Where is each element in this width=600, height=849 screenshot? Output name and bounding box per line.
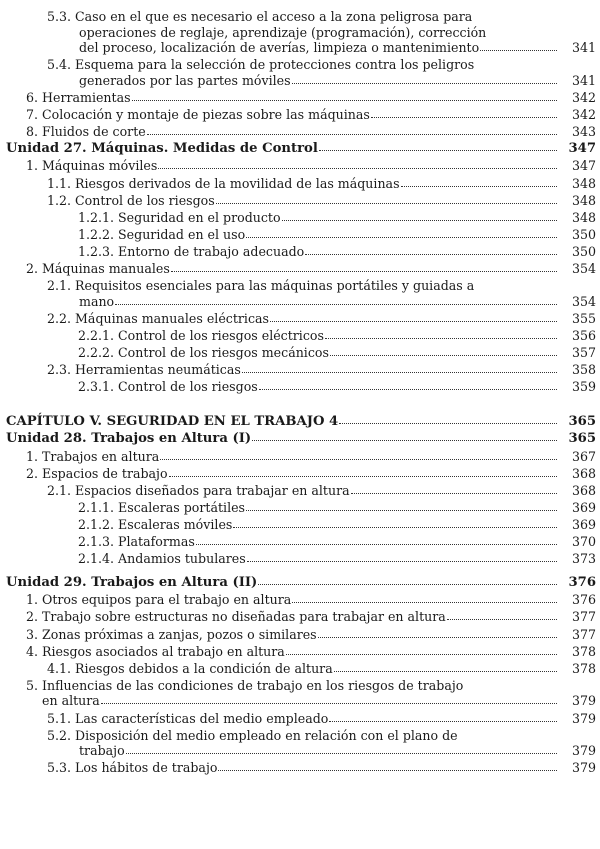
toc-entry-title: 2.1. Requisitos esenciales para las máquinas portátiles y guiadas a: [47, 278, 475, 294]
toc-entry-title: Unidad 29. Trabajos en Altura (II): [6, 575, 258, 591]
toc-entry-title: 1. Máquinas móviles: [26, 158, 158, 174]
page-number: 369: [571, 516, 596, 532]
toc-entry-title: 8. Fluidos de corte: [26, 124, 146, 140]
toc-entry-title: 5.3. Caso en el que es necesario el acceso a la zona peligrosa para: [47, 9, 473, 24]
dot-leader: [160, 458, 557, 460]
toc-entry-title: 6. Herramientas: [26, 90, 131, 105]
dot-leader: [115, 303, 557, 305]
toc-entry-title: 2.2.2. Control de los riesgos mecánicos: [78, 345, 329, 360]
page-number: 376: [571, 592, 596, 608]
page-number: 341: [571, 40, 596, 56]
dot-leader: [325, 337, 557, 339]
page-number: 342: [571, 90, 596, 105]
dot-leader: [447, 618, 557, 620]
dot-leader: [318, 636, 557, 638]
dot-leader: [319, 149, 557, 151]
page-number: 379: [571, 693, 596, 709]
dot-leader: [101, 702, 557, 704]
page-number: 367: [571, 448, 596, 464]
page-number: 347: [571, 158, 596, 174]
dot-leader: [246, 509, 557, 511]
page-number: 354: [571, 293, 596, 309]
toc-entry-title: 2.1. Espacios diseñados para trabajar en altura: [47, 482, 350, 498]
toc-entry-title: 2.3. Herramientas neumáticas: [47, 362, 241, 378]
toc-entry-title: 4. Riesgos asociados al trabajo en altura: [26, 643, 285, 659]
page-number: 368: [571, 465, 596, 481]
toc-entry-title-continued: operaciones de reglaje, aprendizaje (programación), corrección: [79, 24, 487, 40]
toc-entry-title: 2.1.2. Escaleras móviles: [78, 516, 233, 532]
page-number: 347: [568, 141, 596, 157]
toc-entry-title: 2. Máquinas manuales: [26, 261, 170, 276]
toc-entry-title-continued: mano: [79, 293, 115, 309]
dot-leader: [242, 371, 557, 373]
page-number: 350: [571, 226, 596, 242]
toc-entry-title: 2. Espacios de trabajo: [26, 465, 168, 481]
page-number: 379: [571, 760, 596, 776]
dot-leader: [252, 439, 557, 441]
dot-leader: [292, 601, 557, 603]
page-number: 348: [571, 175, 596, 191]
toc-entry-title: 1.2.1. Seguridad en el producto: [78, 209, 281, 225]
page-number: 354: [571, 261, 596, 276]
dot-leader: [196, 543, 557, 545]
page-number: 369: [571, 499, 596, 515]
toc-entry-title: 5. Influencias de las condiciones de trabajo en los riesgos de trabajo: [26, 677, 464, 693]
page-number: 378: [571, 660, 596, 676]
dot-leader: [247, 560, 557, 562]
toc-entry-title: Unidad 27. Máquinas. Medidas de Control: [6, 141, 318, 157]
dot-leader: [147, 133, 557, 135]
toc-entry-title: 1.2.3. Entorno de trabajo adecuado: [78, 243, 305, 259]
dot-leader: [246, 236, 557, 238]
dot-leader: [339, 422, 557, 424]
page-number: 343: [571, 124, 596, 140]
dot-leader: [330, 354, 557, 356]
toc-entry-title: Unidad 28. Trabajos en Altura (I): [6, 431, 252, 447]
toc-entry-title: 1.1. Riesgos derivados de la movilidad de las máquinas: [47, 175, 400, 191]
toc-entry-title: 4.1. Riesgos debidos a la condición de altura: [47, 660, 333, 676]
page-number: 379: [571, 710, 596, 726]
dot-leader: [270, 320, 557, 322]
dot-leader: [218, 769, 557, 771]
toc-entry-title: 5.1. Las características del medio empleado: [47, 710, 329, 726]
page-number: 365: [568, 414, 596, 430]
page-number: 370: [571, 534, 596, 549]
dot-leader: [371, 116, 557, 118]
page-number: 348: [571, 209, 596, 225]
page-number: 348: [571, 192, 596, 208]
toc-entry-title: 2.1.3. Plataformas: [78, 534, 195, 549]
toc-entry-title-continued: en altura: [42, 693, 100, 709]
page-number: 365: [568, 431, 596, 447]
dot-leader: [329, 720, 557, 722]
page-number: 368: [571, 482, 596, 498]
dot-leader: [233, 526, 557, 528]
page-number: 356: [571, 327, 596, 343]
page-number: 357: [571, 345, 596, 360]
toc-entry-title: 1.2.2. Seguridad en el uso: [78, 226, 246, 242]
toc-entry-title: 3. Zonas próximas a zanjas, pozos o similares: [26, 626, 317, 642]
toc-entry-title: 2.2.1. Control de los riesgos eléctricos: [78, 327, 324, 343]
page-number: 358: [571, 362, 596, 378]
toc-entry-title: 2.1.4. Andamios tubulares: [78, 551, 246, 567]
toc-entry-title: 1. Otros equipos para el trabajo en altura: [26, 592, 292, 608]
page-number: 342: [571, 107, 596, 123]
dot-leader: [259, 388, 557, 390]
page-number: 341: [571, 72, 596, 88]
dot-leader: [282, 219, 557, 221]
dot-leader: [258, 583, 557, 585]
dot-leader: [216, 202, 557, 204]
page-number: 355: [571, 310, 596, 326]
toc-entry-title-continued: trabajo: [79, 743, 125, 759]
page-number: 378: [571, 643, 596, 659]
page-number: 377: [571, 609, 596, 625]
toc-entry-title: 2.3.1. Control de los riesgos: [78, 379, 258, 395]
page-number: 379: [571, 743, 596, 759]
dot-leader: [286, 653, 557, 655]
dot-leader: [158, 167, 557, 169]
dot-leader: [480, 49, 557, 51]
dot-leader: [132, 99, 557, 101]
dot-leader: [334, 670, 557, 672]
toc-entry-title: 1.2. Control de los riesgos: [47, 192, 215, 208]
toc-entry-title-continued: generados por las partes móviles: [79, 72, 291, 88]
toc-entry-title: 5.2. Disposición del medio empleado en relación con el plano de: [47, 727, 458, 743]
toc-entry-title: 5.4. Esquema para la selección de protecciones contra los peligros: [47, 57, 475, 73]
toc-entry-title: 2.1.1. Escaleras portátiles: [78, 499, 246, 515]
page-number: 359: [571, 379, 596, 395]
page-number: 373: [571, 551, 596, 567]
dot-leader: [171, 270, 557, 272]
dot-leader: [401, 185, 557, 187]
toc-entry-title: 1. Trabajos en altura: [26, 448, 160, 464]
toc-entry-title: 2.2. Máquinas manuales eléctricas: [47, 310, 269, 326]
toc-entry-title: 5.3. Los hábitos de trabajo: [47, 760, 218, 776]
toc-entry-title-continued: del proceso, localización de averías, limpieza o mantenimiento: [79, 40, 480, 56]
page-number: 350: [571, 243, 596, 259]
page-number: 377: [571, 626, 596, 642]
toc-entry-title: CAPÍTULO V. SEGURIDAD EN EL TRABAJO 4: [6, 414, 339, 430]
dot-leader: [292, 82, 557, 84]
page-number: 376: [568, 575, 596, 591]
dot-leader: [351, 492, 557, 494]
toc-entry-title: 2. Trabajo sobre estructuras no diseñadas para trabajar en altura: [26, 609, 446, 625]
toc-entry-title: 7. Colocación y montaje de piezas sobre las máquinas: [26, 107, 370, 123]
dot-leader: [169, 475, 557, 477]
dot-leader: [126, 752, 557, 754]
dot-leader: [305, 253, 557, 255]
